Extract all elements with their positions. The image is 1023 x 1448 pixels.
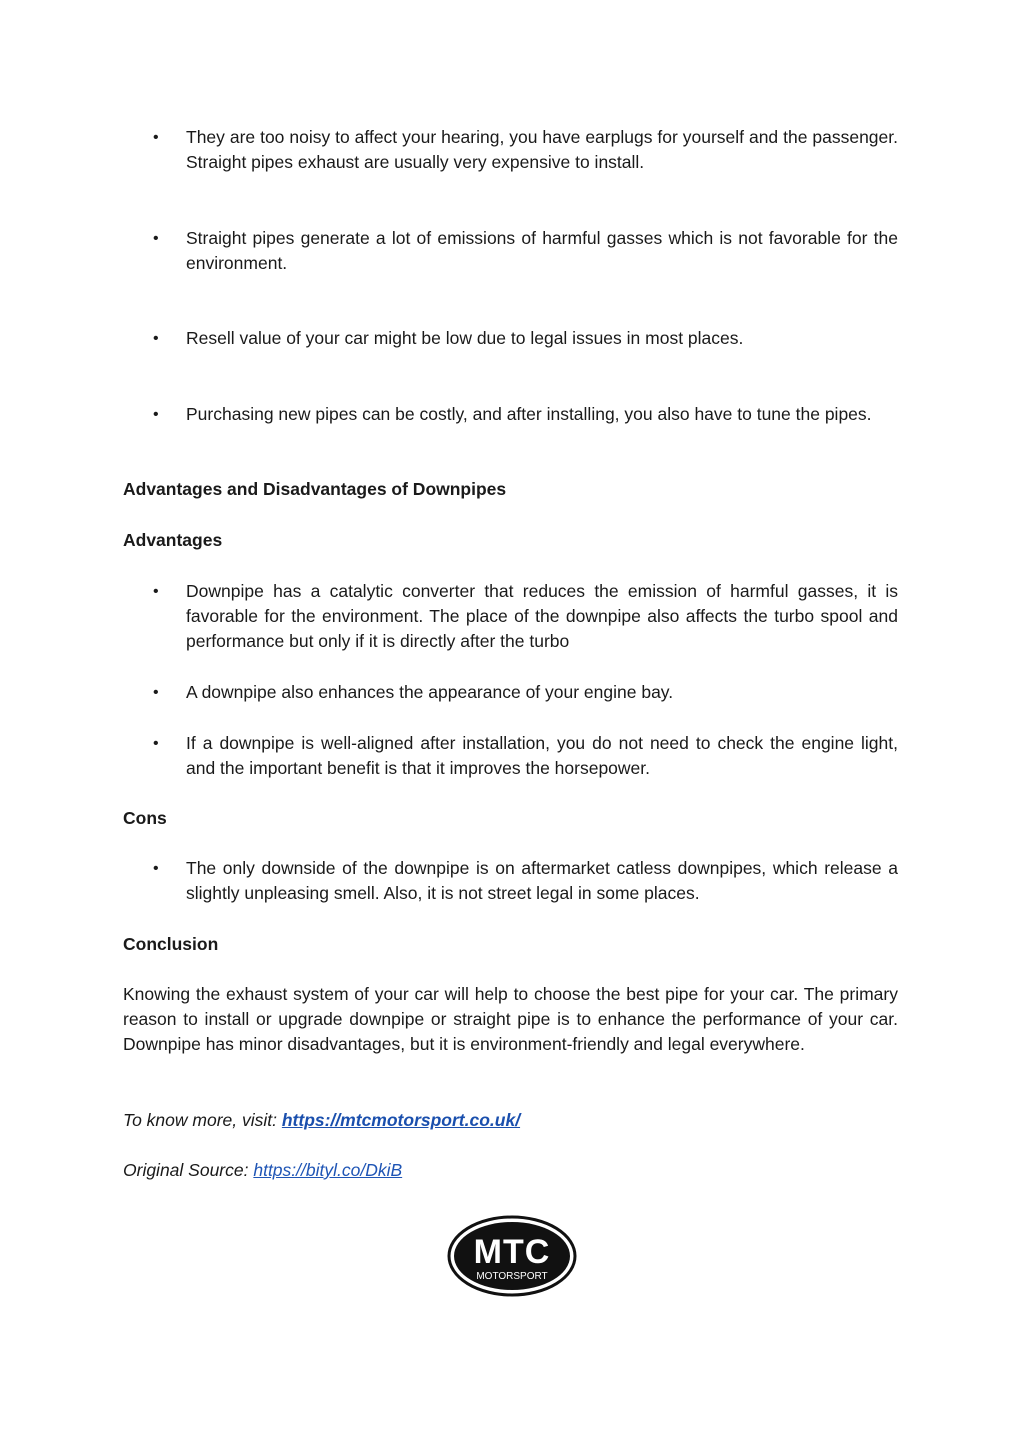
list-item-text: Resell value of your car might be low due to legal issues in most places.: [186, 328, 744, 348]
bullet-icon: •: [153, 735, 159, 752]
list-item-text: A downpipe also enhances the appearance of your engine bay.: [186, 682, 674, 702]
conclusion-paragraph: Knowing the exhaust system of your car will help to choose the best pipe for your car. The primary reason to install or upgrade downpipe or straight pipe is to enhance the performance of your car. Downpipe has minor disadvantages, but it is environment-friendly and legal everywhere.: [123, 984, 898, 1054]
bullet-icon: •: [153, 583, 159, 600]
source-link[interactable]: https://bityl.co/DkiB: [253, 1160, 403, 1180]
source-line: [123, 1158, 898, 1183]
bullet-icon: •: [153, 684, 159, 701]
advantages-heading: Advantages: [123, 530, 223, 550]
list-item-text: Straight pipes generate a lot of emissions of harmful gasses which is not favorable for the environment.: [186, 228, 898, 273]
bullet-icon: •: [153, 860, 159, 877]
list-item-text: They are too noisy to affect your hearing, you have earplugs for yourself and the passenger. Straight pipes exhaust are usually very expensive to install.: [186, 127, 898, 172]
list-item: [123, 579, 898, 654]
list-item: [123, 402, 898, 427]
list-item-text: If a downpipe is well-aligned after installation, you do not need to check the engine light, and the important benefit is that it improves the horsepower.: [186, 733, 898, 778]
list-item: [123, 856, 898, 906]
list-item: [123, 731, 898, 781]
logo-main-text: MTC: [473, 1233, 551, 1271]
list-item: [123, 226, 898, 276]
list-item: [123, 326, 898, 351]
bullet-icon: •: [153, 406, 159, 423]
cons-heading: Cons: [123, 808, 167, 828]
bullet-icon: •: [153, 330, 159, 347]
know-more-label: To know more, visit:: [123, 1110, 282, 1130]
source-label: Original Source:: [123, 1160, 254, 1180]
bullet-icon: •: [153, 129, 159, 146]
list-item: [123, 680, 898, 705]
bullet-icon: •: [153, 230, 159, 247]
mtc-motorsport-logo: [447, 1215, 577, 1297]
list-item-text: The only downside of the downpipe is on aftermarket catless downpipes, which release a slightly unpleasing smell. Also, it is not street legal in some places.: [186, 858, 898, 903]
section-heading: Advantages and Disadvantages of Downpipes: [123, 479, 507, 499]
know-more-line: [123, 1108, 898, 1133]
list-item-text: Purchasing new pipes can be costly, and after installing, you also have to tune the pipes.: [186, 404, 872, 424]
logo-sub-text: MOTORSPORT: [476, 1271, 548, 1282]
list-item-text: Downpipe has a catalytic converter that reduces the emission of harmful gasses, it is favorable for the environment. The place of the downpipe also affects the turbo spool and performance but only if it is directly after the turbo: [186, 581, 898, 651]
mtcmotorsport-link[interactable]: https://mtcmotorsport.co.uk/: [281, 1110, 521, 1130]
list-item: [123, 125, 898, 175]
conclusion-heading: Conclusion: [123, 934, 219, 954]
